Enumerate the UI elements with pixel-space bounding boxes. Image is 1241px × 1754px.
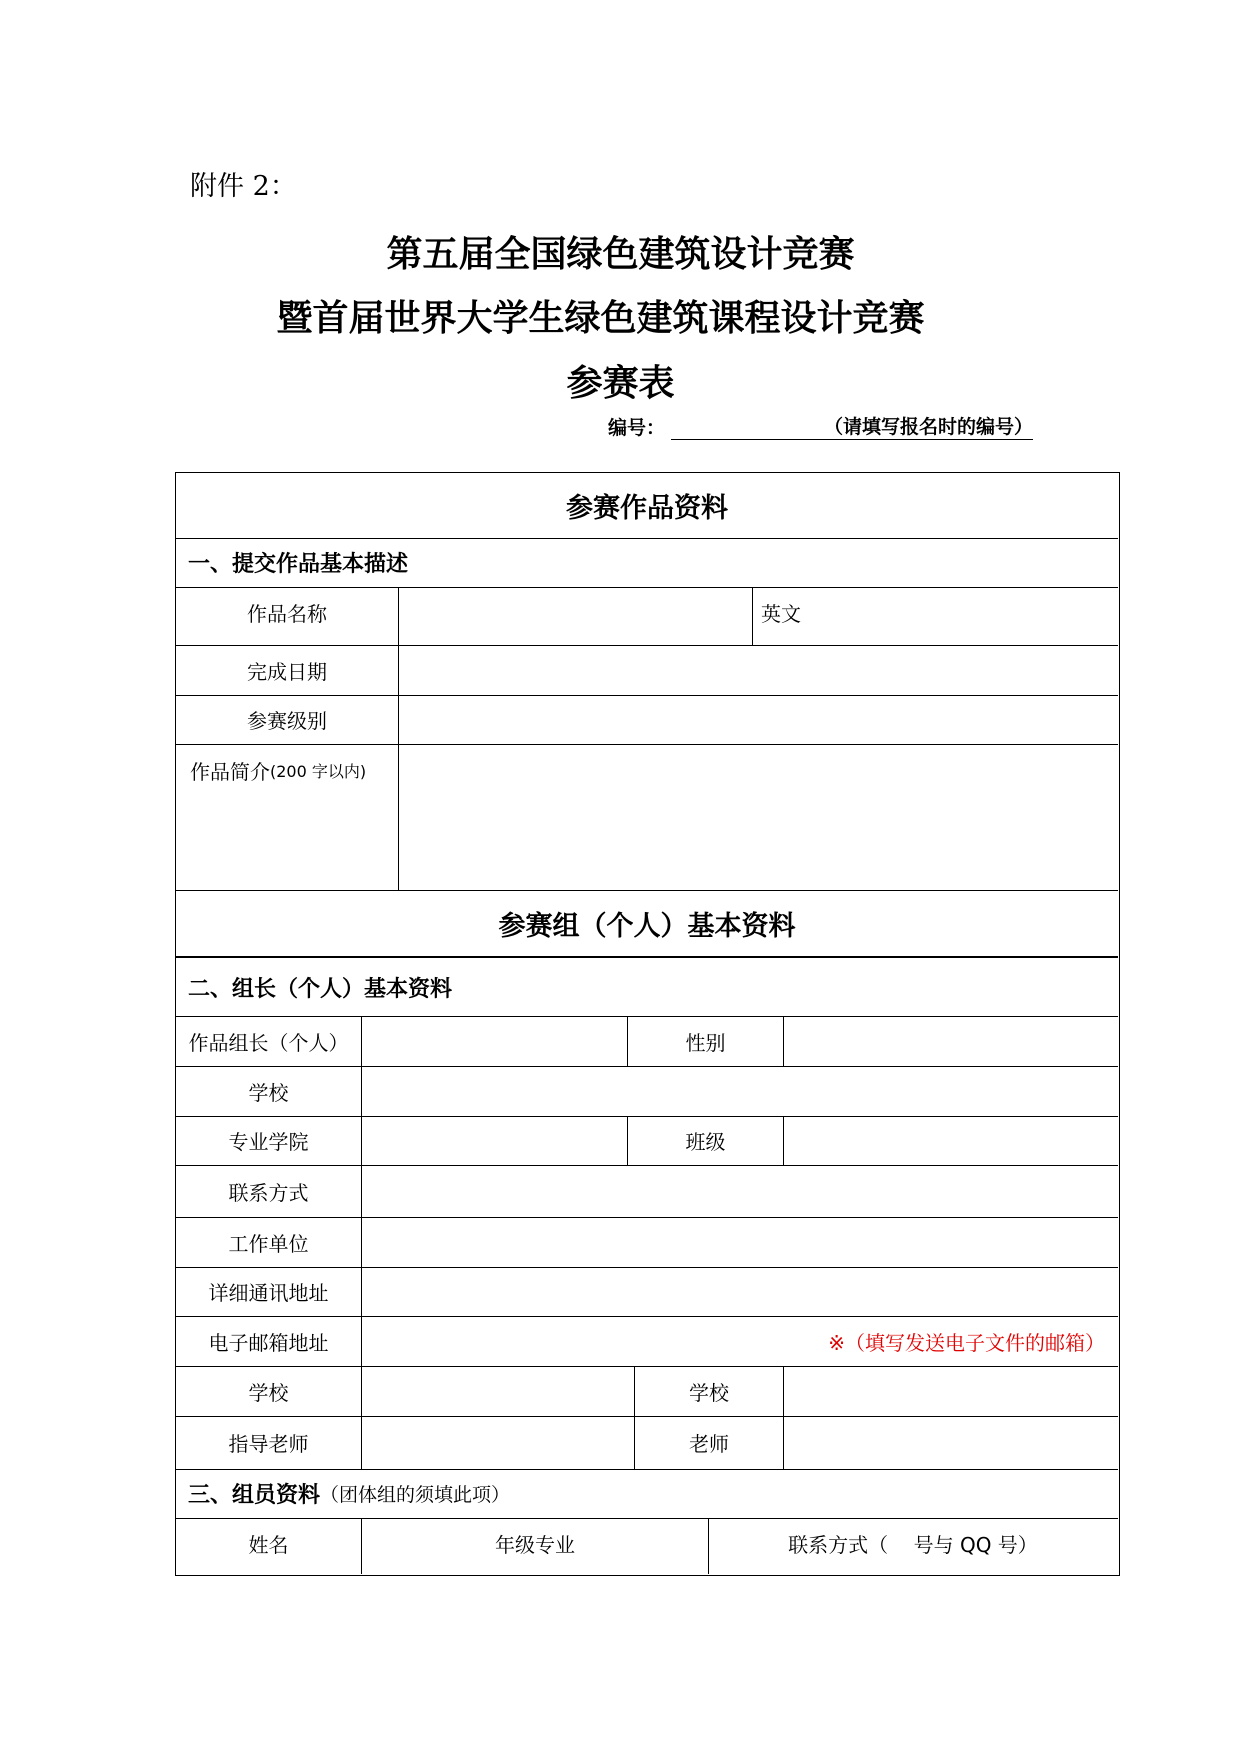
label-contact: 联系方式 [228, 1180, 309, 1205]
label-team-leader: 作品组长（个人） [188, 1030, 349, 1055]
label-completion-date: 完成日期 [247, 659, 327, 684]
entry-form-table [175, 472, 1120, 1576]
label-college: 专业学院 [228, 1130, 309, 1154]
email-note: ※（填写发送电子文件的邮箱） [828, 1330, 1105, 1355]
input-team-leader[interactable] [362, 1016, 627, 1066]
serial-input[interactable] [671, 412, 1033, 440]
label-work-name: 作品名称 [247, 601, 327, 626]
attachment-label: 附件 2： [190, 171, 297, 202]
input-advisor-left[interactable] [362, 1416, 634, 1469]
section-work-title: 参赛作品资料 [566, 493, 728, 524]
label-class: 班级 [685, 1130, 726, 1154]
label-employer: 工作单位 [228, 1231, 309, 1256]
input-school[interactable] [362, 1066, 1117, 1116]
label-work-intro-text: 作品简介 [190, 759, 270, 784]
label-work-intro [190, 744, 366, 796]
serial-number-row [608, 412, 1033, 440]
input-competition-level[interactable] [399, 695, 1117, 744]
input-address[interactable] [362, 1267, 1117, 1316]
label-gender: 性别 [685, 1030, 726, 1055]
input-advisor-right[interactable] [784, 1416, 1117, 1469]
label-competition-level: 参赛级别 [247, 709, 327, 733]
serial-label: 编号： [608, 417, 666, 439]
subheading-basic-description: 一、提交作品基本描述 [188, 552, 409, 577]
label-school-3: 学校 [689, 1380, 729, 1405]
subheading-member-text: 三、组员资料 [188, 1483, 321, 1508]
input-gender[interactable] [784, 1016, 1117, 1066]
input-school-2-right[interactable] [784, 1366, 1117, 1416]
input-employer[interactable] [362, 1217, 1117, 1267]
label-school-2: 学校 [248, 1380, 289, 1405]
title-line-1: 第五届全国绿色建筑设计竞赛 [386, 234, 855, 275]
title-line-2: 暨首届世界大学生绿色建筑课程设计竞赛 [276, 298, 925, 339]
section-team-title: 参赛组（个人）基本资料 [498, 910, 796, 942]
column-header-contact: 联系方式（ 号与 QQ 号） [788, 1532, 1038, 1557]
input-work-name[interactable] [399, 587, 752, 645]
subheading-member-note: （团体组的须填此项） [320, 1484, 511, 1506]
title-line-3: 参赛表 [566, 363, 675, 404]
input-college[interactable] [362, 1116, 627, 1165]
serial-hint: （请填写报名时的编号） [824, 416, 1034, 438]
label-teacher: 老师 [689, 1432, 729, 1456]
input-school-2-left[interactable] [362, 1366, 634, 1416]
label-address: 详细通讯地址 [208, 1281, 329, 1305]
label-work-intro-note: (200 字以内) [270, 761, 367, 781]
subheading-member-info [176, 1469, 510, 1518]
label-email: 电子邮箱地址 [208, 1330, 329, 1355]
input-completion-date[interactable] [399, 645, 1117, 695]
label-english: 英文 [761, 601, 801, 626]
input-english-name[interactable] [816, 587, 1116, 645]
input-work-intro[interactable] [399, 744, 1117, 890]
column-header-name: 姓名 [248, 1532, 289, 1557]
label-advisor: 指导老师 [228, 1432, 309, 1456]
column-header-grade-major: 年级专业 [495, 1532, 575, 1557]
input-class[interactable] [784, 1116, 1117, 1165]
subheading-leader-info: 二、组长（个人）基本资料 [188, 976, 453, 1002]
label-school: 学校 [248, 1080, 289, 1105]
input-contact[interactable] [362, 1165, 1117, 1217]
input-email[interactable] [362, 1316, 1105, 1366]
